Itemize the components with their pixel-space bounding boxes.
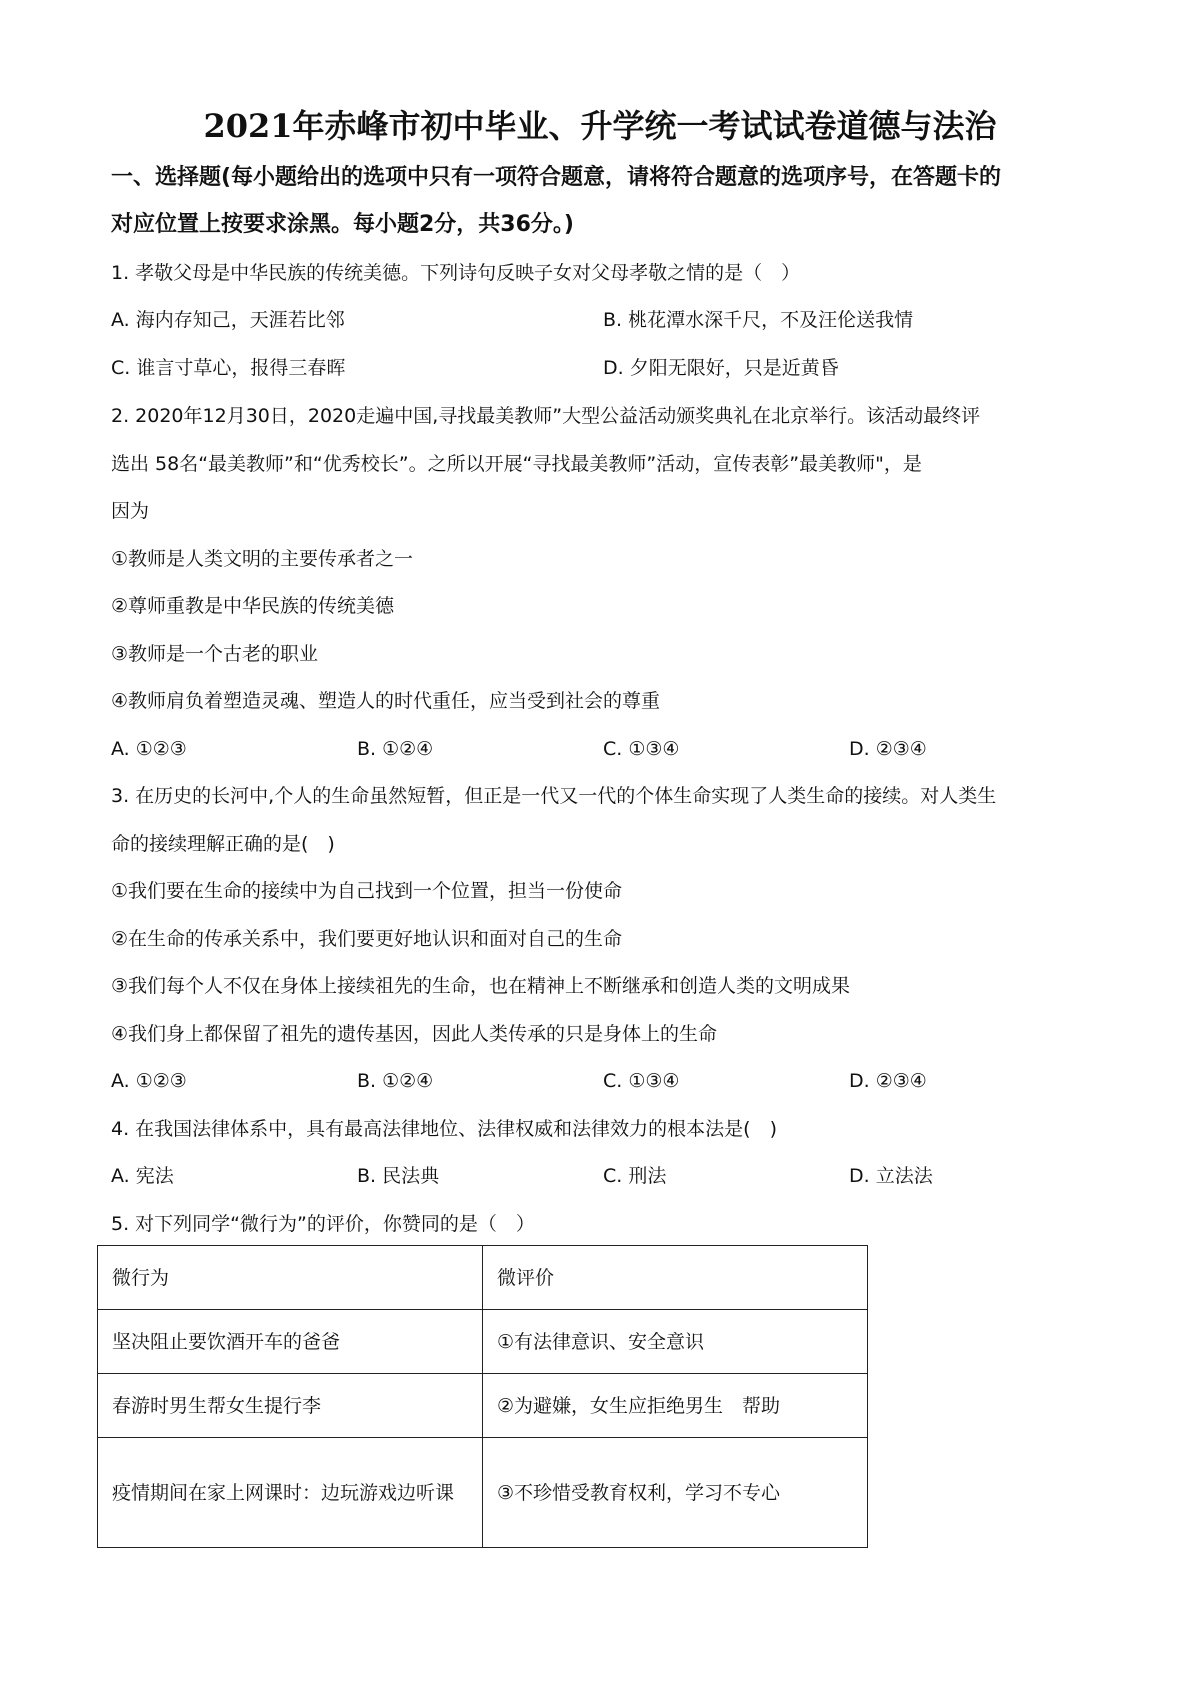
q4-option-b: B. 民法典 xyxy=(357,1165,440,1187)
q3-statement-2: ②在生命的传承关系中，我们要更好地认识和面对自己的生命 xyxy=(111,928,623,950)
table-row xyxy=(98,1438,868,1548)
table-row xyxy=(98,1374,868,1438)
q2-option-c: C. ①③④ xyxy=(603,738,680,760)
q2-statement-3: ③教师是一个古老的职业 xyxy=(111,643,319,665)
q2-statement-2: ②尊师重教是中华民族的传统美德 xyxy=(111,595,395,617)
q2-option-a: A. ①②③ xyxy=(111,738,187,760)
table-cell-behavior: 疫情期间在家上网课时：边玩游戏边听课 xyxy=(98,1438,483,1548)
table-header-cell: 微评价 xyxy=(483,1246,868,1310)
q3-statement-1: ①我们要在生命的接续中为自己找到一个位置，担当一份使命 xyxy=(111,880,623,902)
q2-statement-1: ①教师是人类文明的主要传承者之一 xyxy=(111,548,414,570)
table-header-row xyxy=(98,1246,868,1310)
q5-stem: 5. 对下列同学“微行为”的评价，你赞同的是（ ） xyxy=(111,1213,535,1235)
table-cell-evaluation: ①有法律意识、安全意识 xyxy=(483,1310,868,1374)
q1-option-c: C. 谁言寸草心，报得三春晖 xyxy=(111,357,346,379)
q1-stem: 1. 孝敬父母是中华民族的传统美德。下列诗句反映子女对父母孝敬之情的是（ ） xyxy=(111,262,801,284)
q2-stem-line2: 选出 58名“最美教师”和“优秀校长”。之所以开展“寻找最美教师”活动，宣传表彰”最美教师"，是 xyxy=(111,453,922,475)
q3-option-a: A. ①②③ xyxy=(111,1070,187,1092)
table-header-cell: 微行为 xyxy=(98,1246,483,1310)
q3-option-c: C. ①③④ xyxy=(603,1070,680,1092)
q4-option-a: A. 宪法 xyxy=(111,1165,174,1187)
q4-stem: 4. 在我国法律体系中，具有最高法律地位、法律权威和法律效力的根本法是( ) xyxy=(111,1118,777,1140)
table-cell-behavior: 坚决阻止要饮酒开车的爸爸 xyxy=(98,1310,483,1374)
q2-stem-line3: 因为 xyxy=(111,500,150,522)
q1-option-b: B. 桃花潭水深千尺，不及汪伦送我情 xyxy=(603,309,914,331)
q1-option-a: A. 海内存知己，天涯若比邻 xyxy=(111,309,345,331)
section-heading-line2: 对应位置上按要求涂黑。每小题2分，共36分。) xyxy=(111,212,574,237)
q2-stem-line1: 2. 2020年12月30日，2020走遍中国,寻找最美教师”大型公益活动颁奖典礼在北京举行。该活动最终评 xyxy=(111,405,981,427)
q3-option-b: B. ①②④ xyxy=(357,1070,434,1092)
q1-option-d: D. 夕阳无限好，只是近黄昏 xyxy=(603,357,839,379)
q2-option-d: D. ②③④ xyxy=(849,738,927,760)
table-cell-evaluation: ②为避嫌，女生应拒绝男生 帮助 xyxy=(483,1374,868,1438)
q3-stem-line2: 命的接续理解正确的是( ) xyxy=(111,833,335,855)
q3-option-d: D. ②③④ xyxy=(849,1070,927,1092)
section-heading-line1: 一、选择题(每小题给出的选项中只有一项符合题意，请将符合题意的选项序号，在答题卡的 xyxy=(111,165,1002,190)
q4-option-c: C. 刑法 xyxy=(603,1165,667,1187)
q3-stem-line1: 3. 在历史的长河中,个人的生命虽然短暂，但正是一代又一代的个体生命实现了人类生命的接续。对人类生 xyxy=(111,785,997,807)
q3-statement-4: ④我们身上都保留了祖先的遗传基因，因此人类传承的只是身体上的生命 xyxy=(111,1023,718,1045)
q2-option-b: B. ①②④ xyxy=(357,738,434,760)
table-cell-behavior: 春游时男生帮女生提行李 xyxy=(98,1374,483,1438)
table-cell-evaluation: ③不珍惜受教育权利，学习不专心 xyxy=(483,1438,868,1548)
table-row xyxy=(98,1310,868,1374)
behavior-evaluation-table xyxy=(97,1245,868,1548)
q3-statement-3: ③我们每个人不仅在身体上接续祖先的生命，也在精神上不断继承和创造人类的文明成果 xyxy=(111,975,851,997)
q2-statement-4: ④教师肩负着塑造灵魂、塑造人的时代重任，应当受到社会的尊重 xyxy=(111,690,661,712)
exam-title: 2021年赤峰市初中毕业、升学统一考试试卷道德与法治 xyxy=(203,107,997,145)
q4-option-d: D. 立法法 xyxy=(849,1165,933,1187)
